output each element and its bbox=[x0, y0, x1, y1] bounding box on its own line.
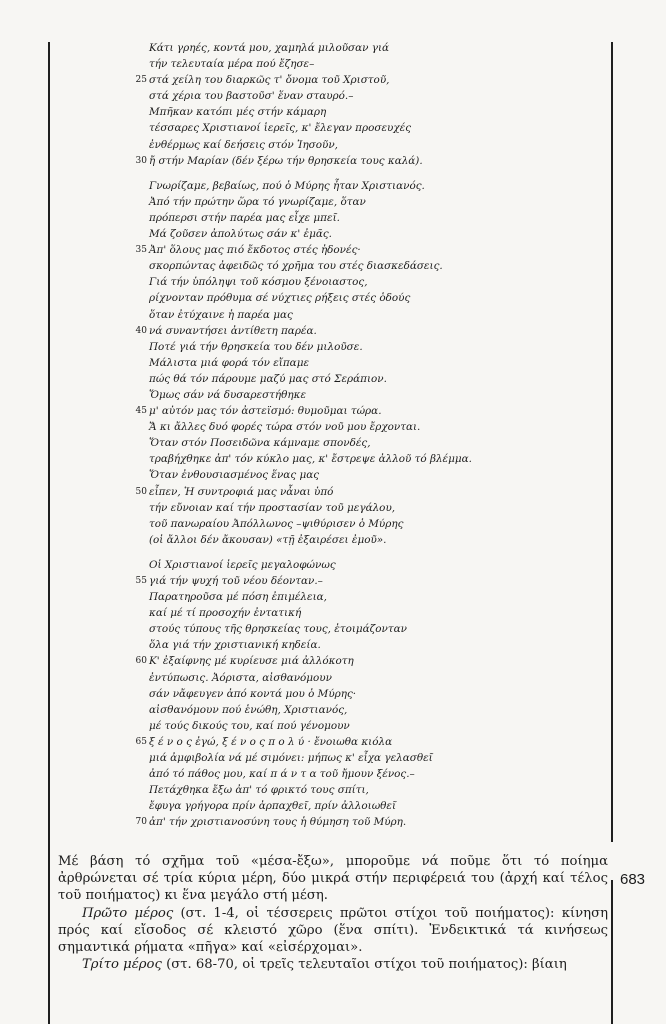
poem-line bbox=[73, 371, 593, 387]
poem-line-text: τήν εὔνοιαν καί τήν προστασίαν τοῦ μεγάλου, bbox=[149, 501, 396, 514]
poem-line bbox=[73, 290, 593, 306]
poem-line bbox=[73, 323, 593, 339]
poem-line bbox=[73, 782, 593, 798]
poem-line bbox=[73, 621, 593, 637]
poem-line-text: Ποτέ γιά τήν θρησκεία του δέν μιλοῦσε. bbox=[149, 340, 363, 353]
poem-line-text: ἔφυγα γρήγορα πρίν ἁρπαχθεῖ, πρίν ἀλλοιωθεῖ bbox=[149, 800, 397, 813]
poem-line-text: μέ τούς δικούς του, καί πού γένομουν bbox=[149, 719, 350, 732]
poem-line bbox=[73, 419, 593, 435]
poem-block bbox=[73, 40, 593, 831]
commentary-block bbox=[58, 853, 608, 973]
poem-line-text: μ' αὐτόν μας τόν ἀστεϊσμό: θυμοῦμαι τώρα. bbox=[149, 405, 382, 418]
poem-line bbox=[73, 72, 593, 88]
poem-line bbox=[73, 557, 593, 573]
right-margin-rule-lower bbox=[611, 880, 613, 1024]
poem-line bbox=[73, 274, 593, 290]
poem-line bbox=[73, 226, 593, 242]
poem-line-text: πρόπερσι στήν παρέα μας εἶχε μπεῖ. bbox=[149, 211, 340, 224]
poem-line bbox=[73, 210, 593, 226]
stanza-break bbox=[73, 548, 593, 557]
poem-line bbox=[73, 637, 593, 653]
line-number: 60 bbox=[135, 656, 147, 667]
poem-line bbox=[73, 88, 593, 104]
poem-line bbox=[73, 120, 593, 136]
poem-line-text: σάν νἄφευγεν ἀπό κοντά μου ὁ Μύρης· bbox=[149, 687, 357, 700]
poem-line bbox=[73, 484, 593, 500]
poem-line bbox=[73, 798, 593, 814]
line-number: 65 bbox=[135, 736, 147, 747]
line-number: 50 bbox=[135, 486, 147, 497]
poem-line-text: (οἱ ἄλλοι δέν ἄκουσαν) «τῇ ἐξαιρέσει ἐμοῦ». bbox=[149, 533, 387, 546]
poem-line-text: μιά ἀμφιβολία νά μέ σιμόνει: μήπως κ' εἶχα γελασθεῖ bbox=[149, 752, 433, 765]
poem-line-text: Γιά τήν ὑπόληψι τοῦ κόσμου ξένοιαστος, bbox=[149, 276, 368, 289]
poem-line bbox=[73, 532, 593, 548]
poem-line bbox=[73, 451, 593, 467]
poem-line-text: ἀπό τό πάθος μου, καί π ά ν τ α τοῦ ἤμουν ξένος.– bbox=[149, 768, 415, 781]
poem-line-text: Παρατηροῦσα μέ πόση ἐπιμέλεια, bbox=[149, 591, 327, 604]
poem-line bbox=[73, 589, 593, 605]
line-number: 70 bbox=[135, 817, 147, 828]
commentary-paragraph-1: Μέ βάση τό σχῆμα τοῦ «μέσα-ἔξω», μποροῦμε νά ποῦμε ὅτι τό ποίημα ἀρθρώνεται σέ τρία κύρια μέρη, δύο μικρά στήν περιφέρειά του (ἀρχή καί τέλος τοῦ ποιήματος) κι ἕνα μεγάλο στή μέση. bbox=[58, 854, 608, 904]
part-heading-first: Πρῶτο μέρος bbox=[82, 905, 174, 921]
poem-line-text: Ἀπό τήν πρώτην ὥρα τό γνωρίζαμε, ὅταν bbox=[149, 195, 366, 208]
poem-line-text: πώς θά τόν πάρουμε μαζύ μας στό Σεράπιον. bbox=[149, 372, 387, 385]
poem-line bbox=[73, 153, 593, 169]
poem-line bbox=[73, 403, 593, 419]
poem-line bbox=[73, 814, 593, 830]
line-number: 45 bbox=[135, 406, 147, 417]
poem-line bbox=[73, 670, 593, 686]
poem-line bbox=[73, 242, 593, 258]
poem-line-text: τήν τελευταία μέρα πού ἔζησε– bbox=[149, 58, 315, 71]
poem-line bbox=[73, 258, 593, 274]
poem-line bbox=[73, 104, 593, 120]
commentary-paragraph-2 bbox=[58, 905, 608, 957]
poem-line-text: ἀπ' τήν χριστιανοσύνη τους ἡ θύμηση τοῦ Μύρη. bbox=[149, 816, 407, 829]
poem-line-text: Κ' ἐξαίφνης μέ κυρίευσε μιά ἀλλόκοτη bbox=[149, 655, 354, 668]
poem-line-text: στούς τύπους τῆς θρησκείας τους, ἑτοιμάζονταν bbox=[149, 623, 407, 636]
poem-line-text: Ὅμως σάν νά δυσαρεστήθηκε bbox=[149, 388, 307, 401]
poem-line-text: Ὅταν στόν Ποσειδῶνα κάμναμε σπονδές, bbox=[149, 437, 371, 450]
line-number: 25 bbox=[135, 75, 147, 86]
poem-line bbox=[73, 702, 593, 718]
poem-line bbox=[73, 137, 593, 153]
poem-line-text: ἤ στήν Μαρίαν (δέν ξέρω τήν θρησκεία τους καλά). bbox=[149, 154, 423, 167]
part-heading-third: Τρίτο μέρος bbox=[82, 957, 162, 973]
commentary-paragraph-2-text: (στ. 1-4, οἱ τέσσερεις πρῶτοι στίχοι τοῦ ποιήματος): κίνηση πρός καί εἴσοδος σέ κλειστό χῶρο (ἕνα σπίτι). Ἐνδεικτικά τά κινήσεως σημαντικά ρήματα «πῆγα» καί «εἰσέρχομαι». bbox=[58, 905, 608, 956]
poem-line bbox=[73, 194, 593, 210]
line-number: 55 bbox=[135, 576, 147, 586]
poem-line-text: σκορπώντας ἀφειδῶς τό χρῆμα του στές διασκεδάσεις. bbox=[149, 260, 443, 273]
poem-line-text: τραβήχθηκε ἀπ' τόν κύκλο μας, κ' ἔστρεψε ἀλλοῦ τό βλέμμα. bbox=[149, 453, 472, 466]
line-number: 35 bbox=[135, 245, 147, 256]
commentary-paragraph-3 bbox=[58, 956, 608, 973]
poem-line-text: ὅλα γιά τήν χριστιανική κηδεία. bbox=[149, 639, 321, 652]
poem-line-text: τοῦ πανωραίου Ἀπόλλωνος –ψιθύρισεν ὁ Μύρης bbox=[149, 517, 404, 530]
poem-line-text: Μπῆκαν κατόπι μές στήν κάμαρη bbox=[149, 106, 327, 119]
poem-line-text: γιά τήν ψυχή τοῦ νέου δέονταν.– bbox=[149, 575, 323, 587]
poem-line bbox=[73, 467, 593, 483]
poem-line bbox=[73, 307, 593, 323]
poem-line-text: Γνωρίζαμε, βεβαίως, πού ὁ Μύρης ἦταν Χριστιανός. bbox=[149, 179, 425, 192]
poem-line-text: καί μέ τί προσοχήν ἐντατική bbox=[149, 607, 302, 620]
poem-line-text: Ἄ κι ἄλλες δυό φορές τώρα στόν νοῦ μου ἔρχονται. bbox=[149, 421, 421, 434]
poem-line-text: στά χείλη του διαρκῶς τ' ὄνομα τοῦ Χριστοῦ, bbox=[149, 74, 390, 87]
page-number: 683 bbox=[620, 871, 646, 888]
left-margin-rule bbox=[48, 42, 50, 1024]
line-number: 30 bbox=[135, 155, 147, 166]
poem-line-text: Ὅταν ἐνθουσιασμένος ἕνας μας bbox=[149, 469, 320, 482]
poem-line-text: ξ έ ν ο ς ἐγώ, ξ έ ν ο ς π ο λ ύ · ἔνοιωθα κιόλα bbox=[149, 735, 393, 748]
poem-line bbox=[73, 178, 593, 194]
stanza-break bbox=[73, 169, 593, 178]
poem-line-text: ρίχνονταν πρόθυμα σέ νύχτιες ρήξεις στές ὁδούς bbox=[149, 292, 411, 305]
poem-line-text: Μάλιστα μιά φορά τόν εἴπαμε bbox=[149, 356, 310, 369]
poem-line bbox=[73, 686, 593, 702]
poem-line bbox=[73, 40, 593, 56]
poem-line-text: ἐνθέρμως καί δεήσεις στόν Ἰησοῦν, bbox=[149, 138, 338, 151]
poem-line bbox=[73, 573, 593, 589]
poem-line-text: στά χέρια του βαστοῦσ' ἕναν σταυρό.– bbox=[149, 90, 354, 103]
poem-line bbox=[73, 766, 593, 782]
poem-line-text: αἰσθανόμουν πού ἑνώθη, Χριστιανός, bbox=[149, 703, 348, 716]
poem-line bbox=[73, 605, 593, 621]
poem-line-text: Μά ζοῦσεν ἀπολύτως σάν κ' ἐμᾶς. bbox=[149, 228, 332, 241]
poem-line bbox=[73, 500, 593, 516]
poem-line bbox=[73, 355, 593, 371]
poem-line bbox=[73, 750, 593, 766]
right-margin-rule bbox=[611, 42, 613, 842]
poem-line bbox=[73, 653, 593, 669]
poem-line bbox=[73, 387, 593, 403]
line-number: 40 bbox=[135, 325, 147, 336]
poem-line-text: νά συναντήσει ἀντίθετη παρέα. bbox=[149, 324, 317, 337]
poem-line bbox=[73, 734, 593, 750]
poem-line-text: Οἱ Χριστιανοί ἱερεῖς μεγαλοφώνως bbox=[149, 558, 336, 571]
poem-line-text: ὅταν ἐτύχαινε ἡ παρέα μας bbox=[149, 308, 293, 321]
poem-line bbox=[73, 516, 593, 532]
poem-line bbox=[73, 339, 593, 355]
poem-line-text: Πετάχθηκα ἔξω ἀπ' τό φρικτό τους σπίτι, bbox=[149, 784, 369, 797]
poem-line bbox=[73, 718, 593, 734]
poem-line-text: ἐντύπωσις. Ἀόριστα, αἰσθανόμουν bbox=[149, 671, 332, 684]
poem-line-text: Ἀπ' ὅλους μας πιό ἔκδοτος στές ἡδονές· bbox=[149, 244, 361, 257]
poem-line bbox=[73, 56, 593, 72]
poem-line-text: εἶπεν, Ἡ συντροφιά μας νἆναι ὑπό bbox=[149, 485, 334, 498]
poem-line bbox=[73, 435, 593, 451]
poem-line-text: Κάτι γρηές, κοντά μου, χαμηλά μιλοῦσαν γιά bbox=[149, 42, 390, 54]
commentary-paragraph-3-text: (στ. 68-70, οἱ τρεῖς τελευταῖοι στίχοι τοῦ ποιήματος): βίαιη bbox=[161, 957, 567, 973]
poem-line-text: τέσσαρες Χριστιανοί ἱερεῖς, κ' ἔλεγαν προσευχές bbox=[149, 122, 412, 135]
